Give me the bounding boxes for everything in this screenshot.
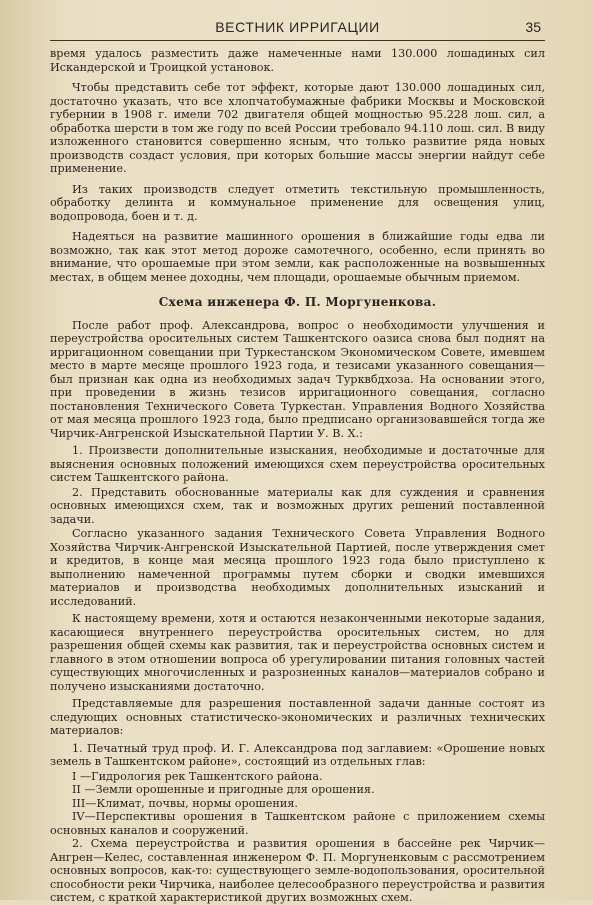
section-title: Схема инженера Ф. П. Моргуненкова. — [158, 295, 437, 309]
chapter-item: III—Климат, почвы, нормы орошения. — [72, 796, 298, 810]
list-item: 1. Произвести дополнительные изыскания, необходимые и достаточные для выяснения основных положений имеющихся схем переустройства оросительных систем Ташкентского района. — [50, 444, 545, 484]
chapter-item: II —Земли орошенные и пригодные для орошения. — [72, 783, 375, 796]
paragraph: К настоящему времени, хотя и остаются незаконченными некоторые задания, касающиеся внутреннего переустройства оросительных систем, но для разрешения общей схемы как развития, так и переустройства основных систем и главного в этом отношении вопроса об урегулировании питания головных частей существующих многочисленных и разрозненных каналов—материалов собрано и получено изысканиями достаточно. — [50, 612, 545, 693]
paragraph: Представляемые для разрешения поставленной задачи данные состоят из следующих основных статистическо-экономических и различных технических материалов: — [50, 697, 545, 737]
paragraph: Согласно указанного задания Технического Совета Управления Водного Хозяйства Чирчик-Ангренской Изыскательной Партией, после утверждения смет и кредитов, в конце мая месяца прошлого 1923 года было приступлено к выполнению намеченной программы путем сборки и сводки имевшихся материалов и производства необходимых дополнительных изысканий и исследований. — [50, 527, 545, 608]
page-number: 35 — [525, 19, 541, 35]
article-body — [50, 47, 545, 905]
page-header — [50, 16, 545, 41]
paragraph: время удалось разместить даже намеченные нами 130.000 лошадиных сил Искандерской и Троицкой установок. — [50, 47, 545, 74]
list-item: 2. Представить обоснованные материалы как для суждения и сравнения основных имеющихся схем, так и возможных других решений поставленной задачи. — [50, 485, 545, 526]
paragraph: После работ проф. Александрова, вопрос о необходимости улучшения и переустройства оросительных систем Ташкентского оазиса снова был поднят на ирригационном совещании при Туркестанском Экономическом Совете, имевшем место в марте месяце прошлого 1923 года, и тезисами указанного совещания—был признан как одна из необходимых задач Турквбдхоза. На основании этого, при проведении в жизнь тезисов ирригационного совещания, согласно постановления Технического Совета Туркестан. Управления Водного Хозяйства от мая месяца прошлого 1923 года, было предписано организовавшейся тогда же Чирчик-Ангренской Изыскательной Партии У. В. Х.: — [50, 318, 545, 440]
paragraph: Из таких производств следует отметить текстильную промышленность, обработку делинта и коммунальное применение для освещения улиц, водопровода, боен и т. д. — [50, 182, 545, 223]
chapter-item: IV—Перспективы орошения в Ташкентском районе с приложением схемы основных каналов и сооружений. — [50, 810, 545, 837]
paragraph: Надеяться на развитие машинного орошения в ближайшие годы едва ли возможно, так как этот метод дороже самотечного, особенно, если принять во внимание, что орошаемые при этом земли, как расположенные на возвышенных местах, в общем менее доходны, чем площади, орошаемые обычным приемом. — [50, 230, 545, 284]
list-item: 1. Печатный труд проф. И. Г. Александрова под заглавием: «Орошение новых земель в Ташкентском районе», состоящий из отдельных глав: — [50, 741, 545, 768]
paragraph: Чтобы представить себе тот эффект, которые дают 130.000 лошадиных сил, достаточно указать, что все хлопчатобумажные фабрики Москвы и Московской губернии в 1908 г. имели 702 двигателя общей мощностью 95.228 лош. сил, а обработка шерсти в том же году по всей России требовало 94.110 лош. сил. В виду изложенного становится совершенно ясным, что только развитие ряда новых производств создаст условия, при которых большие массы энергии найдут себе применение. — [50, 81, 545, 175]
journal-title: ВЕСТНИК ИРРИГАЦИИ — [215, 19, 380, 35]
list-item: 2. Схема переустройства и развития орошения в бассейне рек Чирчик—Ангрен—Келес, составленная инженером Ф. П. Моргуненковым с рассмотрением основных вопросов, как-то: существующего земле-водопользования, оросительной способности реки Чирчика, наиболее целесообразного переустройства и развития систем, с краткой характеристикой других возможных схем. — [50, 837, 545, 904]
chapter-item: I —Гидрология рек Ташкентского района. — [72, 769, 323, 783]
